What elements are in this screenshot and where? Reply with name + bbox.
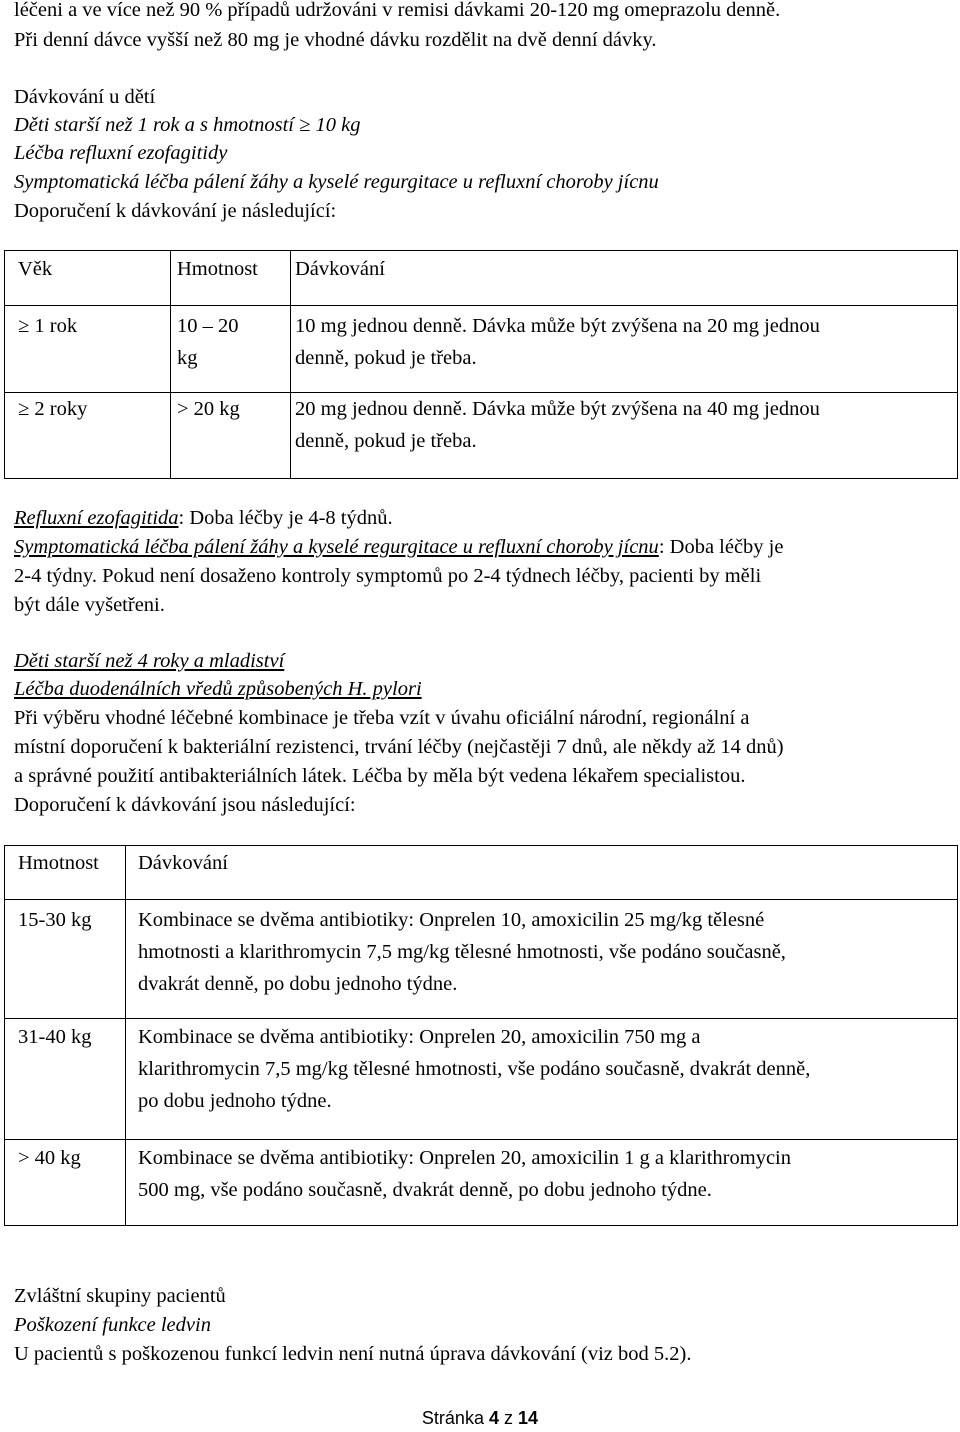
esophagitis-duration-label: Refluxní ezofagitida [14, 507, 179, 529]
dose-cell [126, 900, 957, 1000]
dose-line: hmotnosti a klarithromycin 7,5 mg/kg tělesné hmotnosti, vše podáno současně, [138, 941, 786, 963]
table-row [5, 1019, 958, 1140]
page-footer [0, 1409, 960, 1427]
children-dosing-heading: Dávkování u dětí [14, 86, 156, 108]
esophagitis-duration [14, 508, 393, 529]
header-age: Věk [18, 258, 53, 280]
weight-line: kg [177, 347, 198, 369]
page-label: Stránka [421, 1408, 484, 1428]
table-row [5, 900, 958, 1019]
symptomatic-duration [14, 537, 783, 558]
children-dosing-table [4, 250, 958, 479]
children-age-subheading: Děti starší než 1 rok a s hmotností ≥ 10 kg [14, 114, 361, 136]
dose-line: Kombinace se dvěma antibiotiky: Onprelen 10, amoxicilin 25 mg/kg tělesné [138, 909, 765, 931]
dose-line: denně, pokud je třeba. [295, 347, 477, 369]
esophagitis-subheading: Léčba refluxní ezofagitidy [14, 142, 228, 164]
dose-cell [126, 1140, 957, 1206]
special-groups-heading: Zvláštní skupiny pacientů [14, 1285, 226, 1307]
dose-line: klarithromycin 7,5 mg/kg tělesné hmotnosti, vše podáno současně, dvakrát denně, [138, 1058, 811, 1080]
hpylori-age-heading: Děti starší než 4 roky a mladiství [14, 650, 285, 672]
header-weight: Hmotnost [18, 852, 99, 874]
intro-line-1: léčeni a ve více než 90 % případů udržováni v remisi dávkami 20-120 mg omeprazolu denně. [14, 0, 781, 21]
page-number: 4 [488, 1408, 499, 1428]
dose-line: po dobu jednoho týdne. [138, 1090, 332, 1112]
table-header-row [5, 846, 958, 900]
dose-cell [126, 1019, 957, 1117]
renal-impairment-subheading: Poškození funkce ledvin [14, 1314, 211, 1336]
age-cell: ≥ 2 roky [18, 398, 88, 420]
weight-cell [171, 306, 290, 374]
hpylori-treatment-heading: Léčba duodenálních vředů způsobených H. pylori [14, 678, 422, 700]
weight-cell: 15-30 kg [18, 909, 92, 931]
weight-line: 10 – 20 [177, 315, 239, 337]
header-dosing: Dávkování [138, 852, 228, 874]
page-total: 14 [518, 1408, 539, 1428]
table-row [5, 393, 958, 479]
symptomatic-subheading: Symptomatická léčba pálení žáhy a kyselé regurgitace u refluxní choroby jícnu [14, 171, 659, 193]
symptomatic-duration-text: : Doba léčby je [658, 536, 784, 558]
hpylori-para-line-2: místní doporučení k bakteriální rezistenci, trvání léčby (nejčastěji 7 dnů, ale někdy až 14 dnů) [14, 736, 784, 758]
weight-cell: 31-40 kg [18, 1026, 92, 1048]
page-separator: z [504, 1408, 514, 1428]
duration-line-3: 2-4 týdny. Pokud není dosaženo kontroly symptomů po 2-4 týdnech léčby, pacienti by měli [14, 565, 762, 587]
duration-line-4: být dále vyšetřeni. [14, 594, 165, 616]
renal-impairment-text: U pacientů s poškozenou funkcí ledvin není nutná úprava dávkování (viz bod 5.2). [14, 1343, 692, 1365]
age-cell: ≥ 1 rok [18, 315, 78, 337]
header-dosing: Dávkování [295, 258, 385, 280]
symptomatic-duration-label: Symptomatická léčba pálení žáhy a kyselé regurgitace u refluxní choroby jícnu [14, 536, 659, 558]
weight-cell: > 40 kg [18, 1147, 81, 1169]
esophagitis-duration-text: : Doba léčby je 4-8 týdnů. [178, 507, 393, 529]
intro-line-2: Při denní dávce vyšší než 80 mg je vhodné dávku rozdělit na dvě denní dávky. [14, 29, 657, 51]
hpylori-para-line-4: Doporučení k dávkování jsou následující: [14, 794, 356, 816]
dose-line: 20 mg jednou denně. Dávka může být zvýšena na 40 mg jednou [295, 398, 820, 420]
dose-line: 10 mg jednou denně. Dávka může být zvýšena na 20 mg jednou [295, 315, 820, 337]
dose-line: Kombinace se dvěma antibiotiky: Onprelen 20, amoxicilin 1 g a klarithromycin [138, 1147, 791, 1169]
hpylori-dosing-table [4, 845, 958, 1226]
dose-line: 500 mg, vše podáno současně, dvakrát denně, po dobu jednoho týdne. [138, 1179, 712, 1201]
table-header-row [5, 251, 958, 306]
dose-line: dvakrát denně, po dobu jednoho týdne. [138, 973, 458, 995]
dose-line: Kombinace se dvěma antibiotiky: Onprelen 20, amoxicilin 750 mg a [138, 1026, 701, 1048]
header-weight: Hmotnost [177, 258, 258, 280]
dose-line: denně, pokud je třeba. [295, 430, 477, 452]
hpylori-para-line-3: a správné použití antibakteriálních látek. Léčba by měla být vedena lékařem specialistou. [14, 765, 746, 787]
recommendation-text: Doporučení k dávkování je následující: [14, 200, 337, 222]
dose-cell [291, 393, 957, 457]
hpylori-para-line-1: Při výběru vhodné léčebné kombinace je třeba vzít v úvahu oficiální národní, regionální a [14, 707, 750, 729]
dose-cell [291, 306, 957, 374]
weight-cell: > 20 kg [177, 398, 240, 420]
table-row [5, 306, 958, 393]
table-row [5, 1140, 958, 1226]
